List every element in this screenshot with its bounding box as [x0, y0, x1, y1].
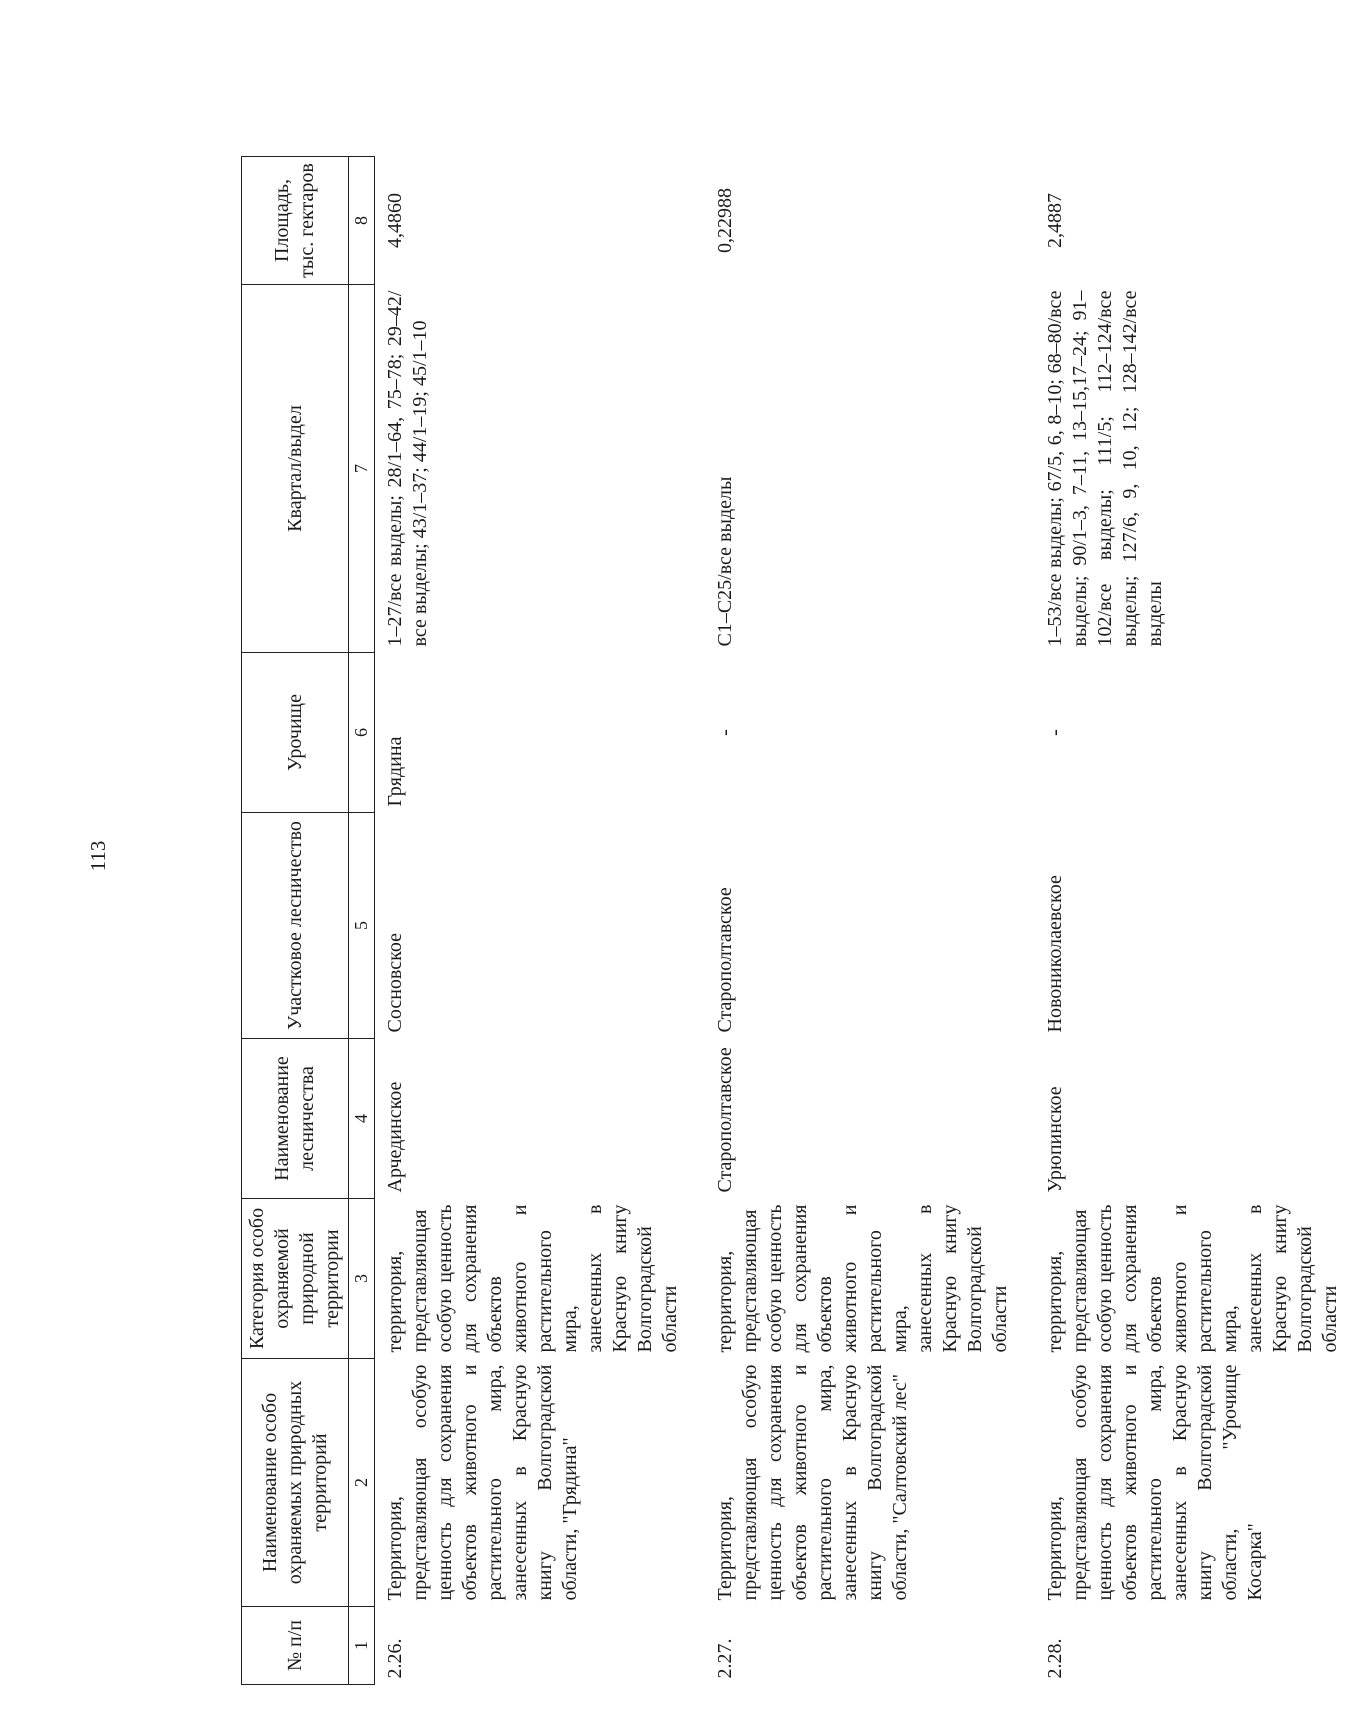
tract-name: Грядина	[383, 736, 406, 807]
table-row	[1035, 157, 1365, 1685]
territory-name: Территория, представляющая особую ценность для сохранения объектов животного и растительного мира, занесенных в Красную книгу Волгоградской области, "Грядина"	[383, 1364, 581, 1601]
area-value: 0,22988	[713, 188, 736, 253]
tract-name: -	[1043, 729, 1066, 736]
protected-territories-table	[241, 156, 1365, 1685]
district-forestry-name: Новониколаевское	[1043, 875, 1066, 1033]
column-number: 7	[349, 285, 375, 653]
column-number: 2	[349, 1359, 375, 1607]
forestry-name: Урюпинское	[1043, 1086, 1066, 1193]
forest-territories-table-sheet	[241, 157, 1341, 1685]
header-number: № п/п	[242, 1607, 349, 1685]
area-value: 2,4887	[1043, 193, 1066, 248]
territory-name: Территория, представляющая особую ценность для сохранения объектов животного и растительного мира, занесенных в Красную книгу Волгоградской области, "Урочище Косарка"	[1043, 1364, 1266, 1601]
header-category: Категория особо охраняемой природной территории	[242, 1199, 349, 1359]
territory-category: территория, представляющая особую ценность для сохранения объектов животного и растительного мира, занесенных в Красную книгу Волгоградской области	[383, 1204, 681, 1353]
row-number: 2.28.	[1043, 1638, 1066, 1679]
table-row	[705, 157, 1035, 1685]
forestry-name: Старополтавское	[713, 1047, 736, 1193]
header-row	[242, 157, 349, 1685]
header-tract: Урочище	[242, 653, 349, 813]
territory-category: территория, представляющая особую ценность для сохранения объектов животного и растительного мира, занесенных в Красную книгу Волгоградской области	[713, 1204, 1011, 1353]
header-block-section: Квартал/выдел	[242, 285, 349, 653]
table-row	[374, 157, 705, 1685]
header-area: Площадь, тыс. гектаров	[242, 157, 349, 285]
block-section: С1–С25/все выделы	[713, 476, 736, 647]
column-number: 1	[349, 1607, 375, 1685]
territory-category: территория, представляющая особую ценность для сохранения объектов животного и растительного мира, занесенных в Красную книгу Волгоградской области	[1043, 1204, 1341, 1353]
column-number: 3	[349, 1199, 375, 1359]
column-number: 4	[349, 1039, 375, 1199]
district-forestry-name: Старополтавское	[713, 887, 736, 1033]
row-number: 2.26.	[383, 1638, 406, 1679]
column-number: 6	[349, 653, 375, 813]
header-territory-name: Наименование особо охраняемых природных территорий	[242, 1359, 349, 1607]
header-district-forestry: Участковое лесничество	[242, 813, 349, 1039]
row-number: 2.27.	[713, 1638, 736, 1679]
column-number-row	[349, 157, 375, 1685]
territory-name: Территория, представляющая особую ценность для сохранения объектов животного и растительного мира, занесенных в Красную книгу Волгоградской области, "Салтовский лес"	[713, 1364, 911, 1601]
column-number: 5	[349, 813, 375, 1039]
forestry-name: Арчединское	[383, 1081, 406, 1193]
page-number: 113	[86, 840, 110, 872]
tract-name: -	[713, 729, 736, 736]
area-value: 4,4860	[383, 193, 406, 248]
district-forestry-name: Сосновское	[383, 933, 406, 1033]
block-section: 1–53/все выделы; 67/5, 6, 8–10; 68–80/все выделы; 90/1–3, 7–11, 13–15,17–24; 91–102/все выделы; 111/5; 112–124/все выделы; 127/6, 9, 10, 12; 128–142/все выделы	[1043, 290, 1166, 647]
column-number: 8	[349, 157, 375, 285]
header-forestry: Наименование лесничества	[242, 1039, 349, 1199]
block-section: 1–27/все выделы; 28/1–64, 75–78; 29–42/все выделы; 43/1–37; 44/1–19; 45/1–10	[383, 290, 431, 647]
